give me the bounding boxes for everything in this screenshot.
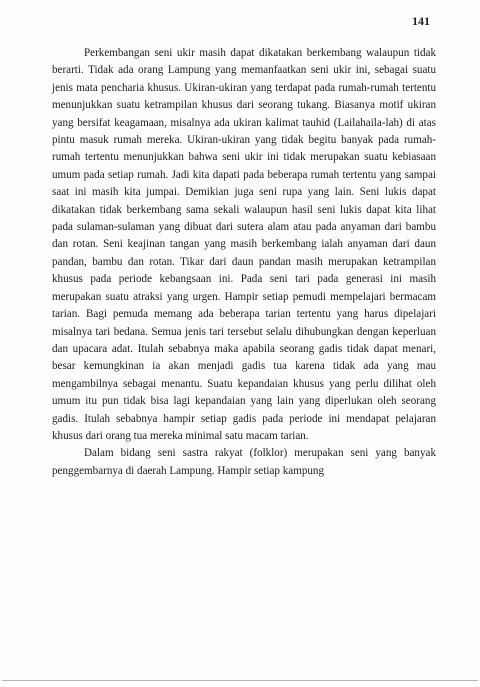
- paragraph-1: Perkembangan seni ukir masih dapat dikatakan berkembang walaupun tidak berarti. Tidak ada orang Lampung yang memanfaatkan seni ukir ini, sebagai suatu jenis mata pencharia khusus. Ukiran-ukiran yang terdapat pada rumah-rumah tertentu menunjukkan suatu ketrampilan khusus dari seorang tukang. Biasanya motif ukiran yang bersifat keagamaan, misalnya ada ukiran kalimat tauhid (Lailahaila-lah) di atas pintu masuk rumah mereka. Ukiran-ukiran yang tidak begitu banyak pada rumah-rumah tertentu menunjukkan bahwa seni ukir ini tidak merupakan suatu kebiasaan umum pada setiap rumah. Jadi kita dapati pada beberapa rumah tertentu yang sampai saat ini masih kita jumpai. Demikian juga seni rupa yang lain. Seni lukis dapat dikatakan tidak berkembang sama sekali walaupun hasil seni lukis dapat kita lihat pada sulaman-sulaman yang dibuat dari sutera alam atau pada anyaman dari bambu dan rotan. Seni keajinan tangan yang masih berkembang ialah anyaman dari daun pandan, bambu dan rotan. Tikar dari daun pandan masih merupakan ketrampilan khusus pada periode kebangsaan ini. Pada seni tari pada generasi ini masih merupakan suatu atraksi yang urgen. Hampir setiap pemudi mempelajari bermacam tarian. Bagi pemuda memang ada beberapa tarian tertentu yang harus dipelajari misalnya tari bedana. Semua jenis tari tersebut selalu dihubungkan dengan keperluan dan upacara adat. Itulah sebabnya maka apabila seorang gadis tidak dapat menari, besar kemungkinan ia akan menjadi gadis tua karena tidak ada yang mau mengambilnya sebagai menantu. Suatu kepandaian khusus yang perlu dilihat oleh umum itu pun tidak bisa lagi kepandaian yang lain yang diperlukan oleh seorang gadis. Itulah sebabnya hampir setiap gadis pada periode ini mendapat pelajaran khusus dari orang tua mereka minimal satu macam tarian.: [52, 47, 436, 442]
- page-bottom-edge: [2, 680, 478, 681]
- paragraph-2: Dalam bidang seni sastra rakyat (folklor) merupakan seni yang banyak penggembarnya di daerah Lampung. Hampir setiap kampung: [52, 447, 436, 477]
- page-number: 141: [412, 14, 430, 28]
- body-text: [52, 45, 436, 480]
